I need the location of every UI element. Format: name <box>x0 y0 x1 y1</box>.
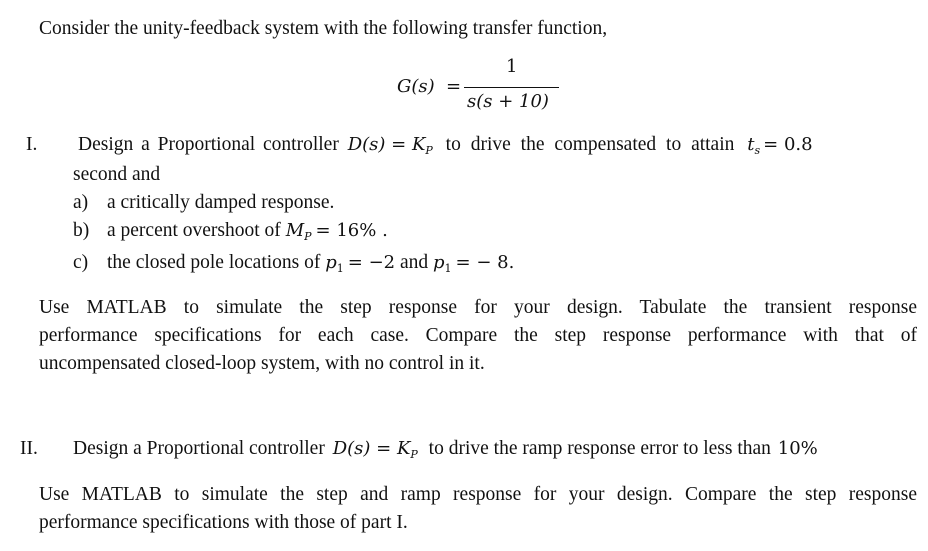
part2-controller-math <box>333 438 418 459</box>
part1-ts-symbol: t <box>747 134 755 155</box>
item-b-label: b) <box>73 220 90 241</box>
item-c-p2-symbol: p <box>433 252 445 273</box>
item-c <box>73 253 514 274</box>
intro-text: Consider the unity-feedback system with the following transfer function, <box>39 18 608 39</box>
part2-controller-expr: D(s) = K <box>332 438 411 459</box>
part1-line1-prefix: Design a Proportional controller <box>78 134 339 155</box>
part2-percent: 10% <box>777 438 818 459</box>
equation-numerator: 1 <box>506 56 518 77</box>
item-b-mp: M <box>285 220 305 241</box>
item-b-mp-sub: P <box>304 230 312 243</box>
equation-denominator: s(s + 10) <box>467 91 549 112</box>
part1-matlab-line3: uncompensated closed-loop system, with no control in it. <box>39 353 485 374</box>
item-c-p1 <box>325 252 344 273</box>
part2-line-suffix: to drive the ramp response error to less than <box>428 438 771 459</box>
equation-lhs-text: G(s) <box>397 76 435 97</box>
item-c-label: c) <box>73 252 89 273</box>
part1-controller-sub: P <box>425 144 433 157</box>
part2-matlab-line2: performance specifications with those of part I. <box>39 512 408 533</box>
item-b <box>73 221 388 242</box>
part2-matlab-line1: Use MATLAB to simulate the step and ramp response for your design. Compare the step response <box>39 484 917 505</box>
item-c-p1-value: = −2 <box>347 252 396 273</box>
part1-matlab-line2: performance specifications for each case. Compare the step response performance with that of <box>39 325 917 346</box>
item-c-p2-value: = − 8. <box>455 252 515 273</box>
item-b-text: a percent overshoot of <box>107 220 281 241</box>
item-a-label: a) <box>73 192 89 213</box>
part1-ts-value: = 0.8 <box>763 134 813 155</box>
item-c-p1-symbol: p <box>325 252 337 273</box>
part1-line2: second and <box>73 164 161 185</box>
item-c-text: the closed pole locations of <box>107 252 321 273</box>
part1-controller-expr: D(s) = K <box>347 134 426 155</box>
part1-settling-time <box>747 134 812 155</box>
part1-ts-sub: s <box>754 144 761 157</box>
part1-line1 <box>78 135 813 156</box>
item-a-text: a critically damped response. <box>107 192 335 213</box>
part2-controller-sub: P <box>410 448 418 461</box>
item-c-p2 <box>433 252 452 273</box>
equation-equals: = <box>446 76 462 97</box>
item-b-value: = 16% . <box>315 220 388 241</box>
item-c-p1-sub: 1 <box>336 262 344 275</box>
part2-line-prefix: Design a Proportional controller <box>73 438 325 459</box>
part2-line <box>73 439 818 460</box>
item-b-math <box>286 220 312 241</box>
equation-fraction-bar <box>464 87 559 88</box>
item-c-p2-sub: 1 <box>444 262 452 275</box>
part2-numeral: II. <box>20 438 38 459</box>
part1-controller-math <box>348 134 433 155</box>
part1-numeral: I. <box>26 134 38 155</box>
equation-lhs <box>397 78 435 96</box>
item-a <box>73 193 334 213</box>
item-c-and: and <box>399 252 429 273</box>
part1-matlab-line1: Use MATLAB to simulate the step response for your design. Tabulate the transient response <box>39 297 917 318</box>
part1-line1-mid: to drive the compensated to attain <box>445 134 735 155</box>
